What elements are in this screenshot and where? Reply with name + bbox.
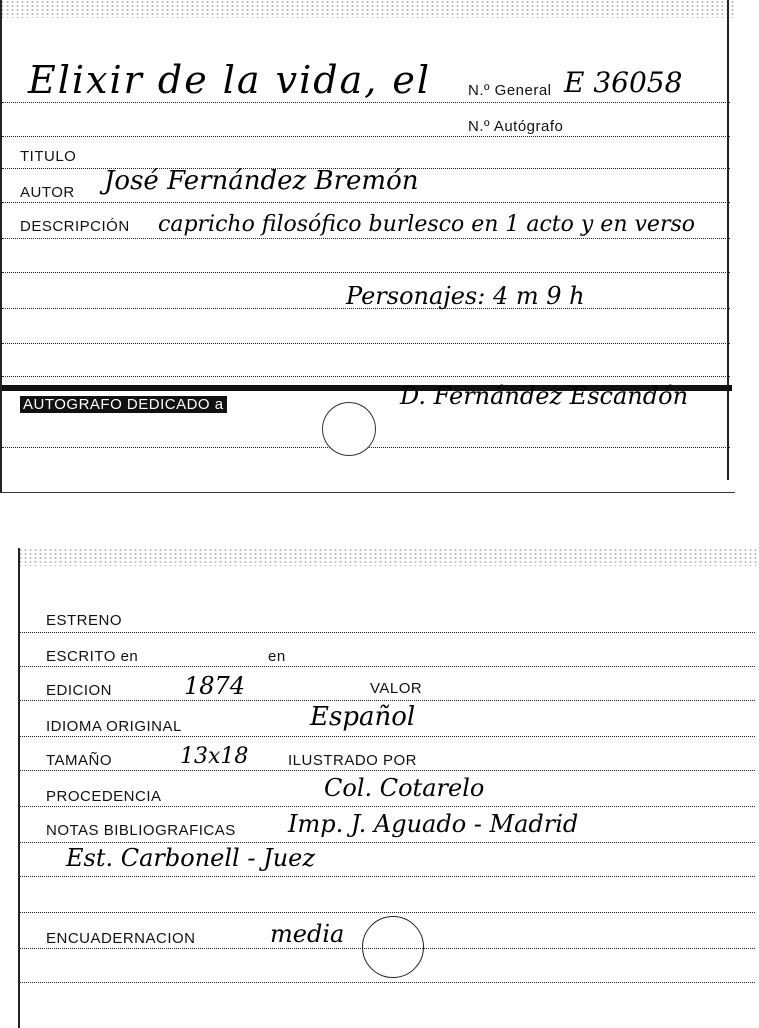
- notas-label: NOTAS BIBLIOGRAFICAS: [46, 822, 236, 839]
- tamano-label: TAMAÑO: [46, 752, 113, 769]
- rule-line: [2, 136, 730, 137]
- autografo-value: D. Fernández Escandón: [400, 382, 689, 410]
- punch-hole: [322, 402, 376, 456]
- valor-label: VALOR: [370, 680, 423, 697]
- n-general-label: N.º General: [468, 82, 552, 99]
- rule-line: [2, 376, 730, 377]
- procedencia-label: PROCEDENCIA: [46, 788, 162, 805]
- encuadernacion-value: media: [270, 920, 345, 948]
- tamano-value: 13x18: [180, 744, 249, 769]
- n-autografo-label: N.º Autógrafo: [468, 118, 564, 135]
- descripcion-label: DESCRIPCIÓN: [20, 218, 130, 235]
- catalog-card-top: [0, 0, 735, 493]
- rule-line: [20, 736, 755, 737]
- n-general-value: E 36058: [564, 66, 683, 99]
- estreno-label: ESTRENO: [46, 612, 123, 629]
- card-right-edge: [727, 0, 729, 480]
- procedencia-value: Col. Cotarelo: [324, 774, 485, 802]
- rule-line: [2, 238, 730, 239]
- rule-line: [20, 666, 755, 667]
- catalog-card-bottom: [18, 548, 759, 1028]
- ilustrado-label: ILUSTRADO POR: [288, 752, 418, 769]
- titulo-label: TITULO: [20, 148, 77, 165]
- rule-line: [20, 912, 755, 913]
- rule-line: [2, 102, 730, 103]
- personajes-value: Personajes: 4 m 9 h: [346, 282, 585, 310]
- rule-line: [2, 202, 730, 203]
- edicion-label: EDICION: [46, 682, 113, 699]
- notas-value-line-1: Imp. J. Aguado - Madrid: [288, 810, 579, 838]
- rule-line: [20, 806, 755, 807]
- title-handwritten: Elixir de la vida, el: [28, 58, 432, 102]
- rule-line: [20, 770, 755, 771]
- rule-line: [2, 272, 730, 273]
- rule-line: [20, 700, 755, 701]
- rule-line: [20, 876, 755, 877]
- notas-value-line-2: Est. Carbonell - Juez: [66, 844, 315, 872]
- idioma-value: Español: [310, 702, 416, 732]
- escrito-en-label: en: [268, 648, 286, 665]
- rule-line: [2, 343, 730, 344]
- edicion-value: 1874: [184, 672, 246, 700]
- rule-line: [20, 842, 755, 843]
- scan-noise-top: [0, 0, 735, 18]
- rule-line: [20, 632, 755, 633]
- descripcion-value: capricho filosófico burlesco en 1 acto y en verso: [158, 212, 695, 237]
- autor-label: AUTOR: [20, 184, 75, 201]
- card-left-edge: [0, 0, 2, 492]
- escrito-label: ESCRITO en: [46, 648, 139, 665]
- rule-line: [20, 982, 755, 983]
- idioma-label: IDIOMA ORIGINAL: [46, 718, 182, 735]
- punch-hole: [362, 916, 424, 978]
- card-left-edge: [18, 548, 20, 1028]
- encuadernacion-label: ENCUADERNACION: [46, 930, 196, 947]
- scan-noise-top: [18, 548, 759, 566]
- autografo-label: AUTOGRAFO DEDICADO a: [20, 396, 227, 413]
- autor-value: José Fernández Bremón: [104, 166, 419, 196]
